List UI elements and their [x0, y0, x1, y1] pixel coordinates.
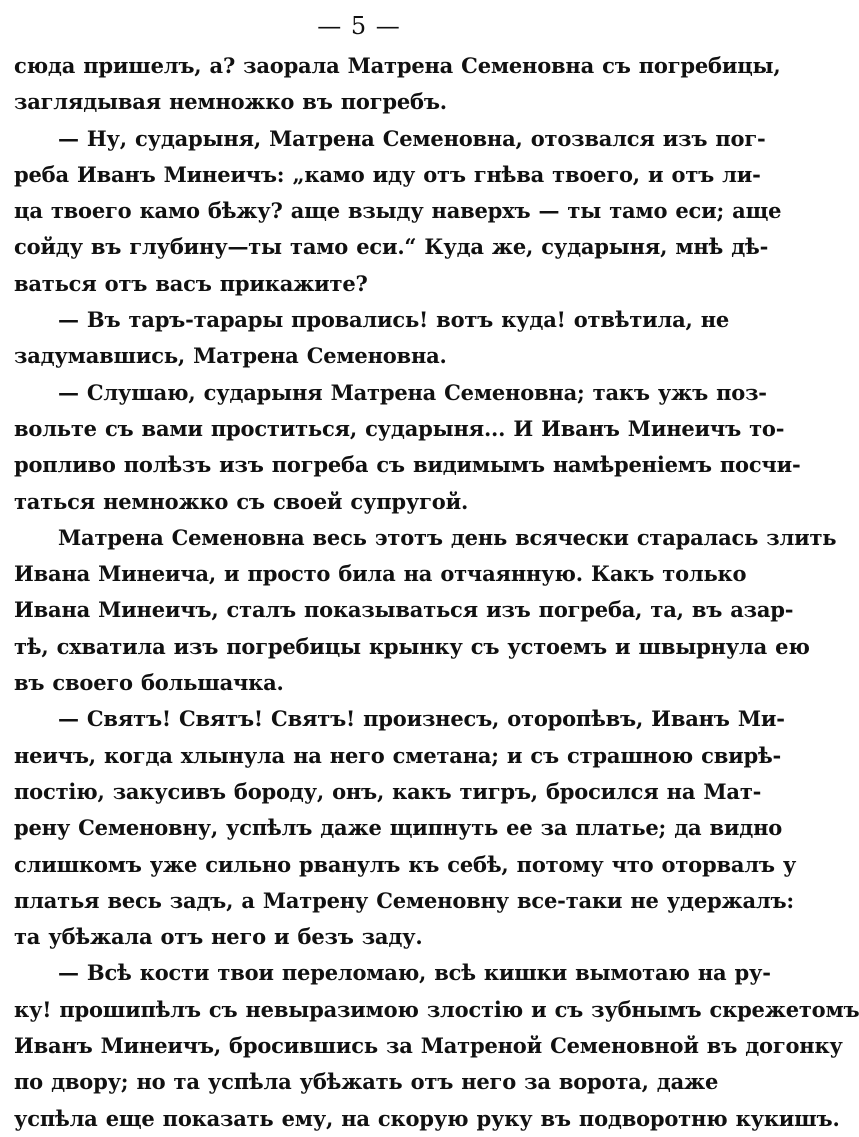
text-line: Ивана Минеичъ, сталъ показываться изъ погреба, та, въ азар- — [14, 597, 794, 623]
text-line: ку! прошипѣлъ съ невыразимою злостію и съ зубнымъ скрежетомъ — [14, 996, 859, 1022]
text-line: успѣла еще показать ему, на скорую руку въ подворотню кукишъ. — [14, 1105, 840, 1131]
page-body — [14, 48, 859, 1137]
text-line: сойду въ глубину—ты тамо еси.“ Куда же, сударыня, мнѣ дѣ- — [14, 234, 769, 260]
text-line: постію, закусивъ бороду, онъ, какъ тигръ, бросился на Мат- — [14, 778, 762, 804]
text-line: вольте съ вами проститься, сударыня... И Иванъ Минеичъ то- — [14, 415, 785, 441]
text-line: ропливо полѣзъ изъ погреба съ видимымъ намѣреніемъ посчи- — [14, 452, 801, 478]
text-line: заглядывая немножко въ погребъ. — [14, 89, 447, 115]
text-line: — Всѣ кости твои переломаю, всѣ кишки вымотаю на ру- — [58, 960, 771, 986]
paragraph — [14, 520, 837, 701]
paragraph — [14, 302, 730, 375]
text-line: ца твоего камо бѣжу? аще взыду наверхъ — ты тамо еси; аще — [14, 198, 782, 224]
text-line: платья весь задъ, а Матрену Семеновну все-таки не удержалъ: — [14, 887, 794, 913]
text-line: слишкомъ уже сильно рванулъ къ себѣ, потому что оторвалъ у — [14, 851, 797, 877]
paragraph — [14, 701, 797, 955]
text-line: Иванъ Минеичъ, бросившись за Матреной Семеновной въ догонку — [14, 1033, 843, 1059]
text-line: неичъ, когда хлынула на него сметана; и съ страшною свирѣ- — [14, 742, 782, 768]
text-line: задумавшись, Матрена Семеновна. — [14, 343, 447, 369]
text-line: въ своего большачка. — [14, 670, 284, 696]
text-line: ваться отъ васъ прикажите? — [14, 270, 368, 296]
text-line: рену Семеновну, успѣлъ даже щипнуть ее за платье; да видно — [14, 815, 783, 841]
paragraph — [14, 121, 782, 302]
text-line: по двору; но та успѣла убѣжать отъ него за ворота, даже — [14, 1069, 719, 1095]
text-line: — Слушаю, сударыня Матрена Семеновна; такъ ужъ поз- — [58, 379, 767, 405]
text-line: Ивана Минеича, и просто била на отчаянную. Какъ только — [14, 561, 747, 587]
text-line: та убѣжала отъ него и безъ заду. — [14, 924, 423, 950]
text-line: Матрена Семеновна весь этотъ день всячески старалась злить — [58, 524, 837, 550]
page-number: — 5 — — [317, 12, 401, 40]
text-line: — Святъ! Святъ! Святъ! произнесъ, оторопѣвъ, Иванъ Ми- — [58, 706, 785, 732]
paragraph — [14, 375, 801, 520]
text-line: реба Иванъ Минеичъ: „камо иду отъ гнѣва твоего, и отъ ли- — [14, 161, 761, 187]
paragraph — [14, 955, 859, 1136]
text-line: — Въ таръ-тарары провались! вотъ куда! отвѣтила, не — [58, 307, 730, 333]
text-line: сюда пришелъ, а? заорала Матрена Семеновна съ погребицы, — [14, 53, 781, 78]
text-line: таться немножко съ своей супругой. — [14, 488, 469, 514]
text-line: — Ну, сударыня, Матрена Семеновна, отозвался изъ пог- — [58, 125, 766, 151]
paragraph — [14, 48, 781, 121]
text-line: тѣ, схватила изъ погребицы крынку съ устоемъ и швырнула ею — [14, 633, 810, 659]
